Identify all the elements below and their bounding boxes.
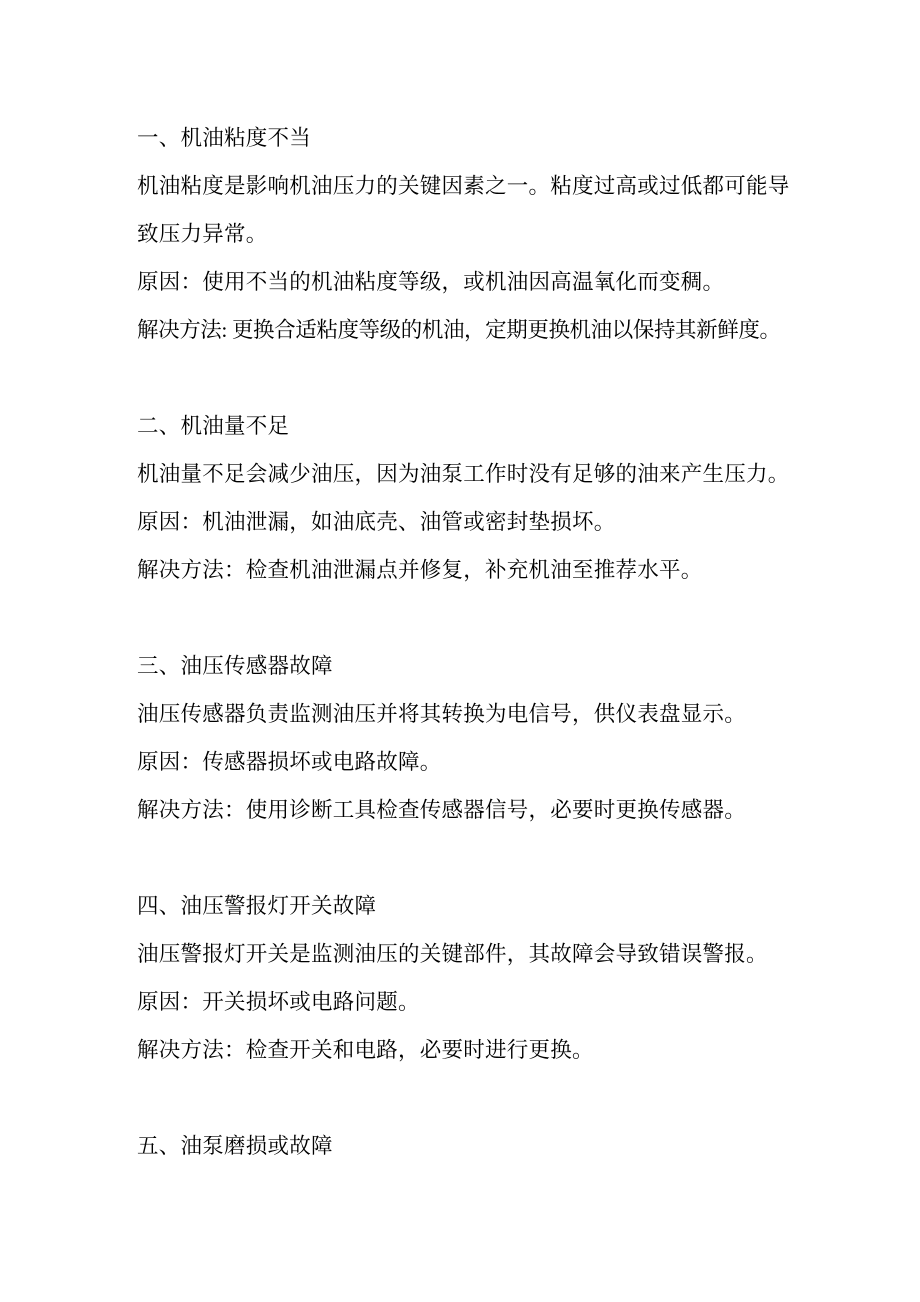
section-heading: 一、机油粘度不当 bbox=[137, 126, 312, 150]
section-oil-level bbox=[137, 402, 817, 594]
text-line: 原因：传感器损坏或电路故障。 bbox=[137, 750, 442, 774]
text-line: 机油量不足会减少油压，因为油泵工作时没有足够的油来产生压力。 bbox=[137, 462, 790, 486]
text-line: 油压警报灯开关是监测油压的关键部件，其故障会导致错误警报。 bbox=[137, 942, 768, 966]
text-line: 油压传感器负责监测油压并将其转换为电信号，供仪表盘显示。 bbox=[137, 702, 747, 726]
section-heading: 五、油泵磨损或故障 bbox=[137, 1134, 333, 1158]
section-heading: 三、油压传感器故障 bbox=[137, 654, 333, 678]
text-line: 原因：开关损坏或电路问题。 bbox=[137, 990, 420, 1014]
text-line: 解决方法：使用诊断工具检查传感器信号，必要时更换传感器。 bbox=[137, 798, 747, 822]
section-pressure-sensor bbox=[137, 642, 817, 834]
text-line: 机油粘度是影响机油压力的关键因素之一。粘度过高或过低都可能导 bbox=[137, 174, 790, 198]
section-oil-pump bbox=[137, 1122, 817, 1170]
section-heading: 二、机油量不足 bbox=[137, 414, 290, 438]
text-line: 致压力异常。 bbox=[137, 222, 268, 246]
document-body bbox=[137, 114, 817, 1218]
text-line: 原因：机油泄漏，如油底壳、油管或密封垫损坏。 bbox=[137, 510, 616, 534]
text-line: 解决方法: 更换合适粘度等级的机油，定期更换机油以保持其新鲜度。 bbox=[137, 318, 781, 342]
text-line: 原因：使用不当的机油粘度等级，或机油因高温氧化而变稠。 bbox=[137, 270, 725, 294]
section-warning-light-switch bbox=[137, 882, 817, 1074]
section-oil-viscosity bbox=[137, 114, 817, 354]
section-heading: 四、油压警报灯开关故障 bbox=[137, 894, 377, 918]
text-line: 解决方法：检查开关和电路，必要时进行更换。 bbox=[137, 1038, 594, 1062]
text-line: 解决方法：检查机油泄漏点并修复，补充机油至推荐水平。 bbox=[137, 558, 703, 582]
